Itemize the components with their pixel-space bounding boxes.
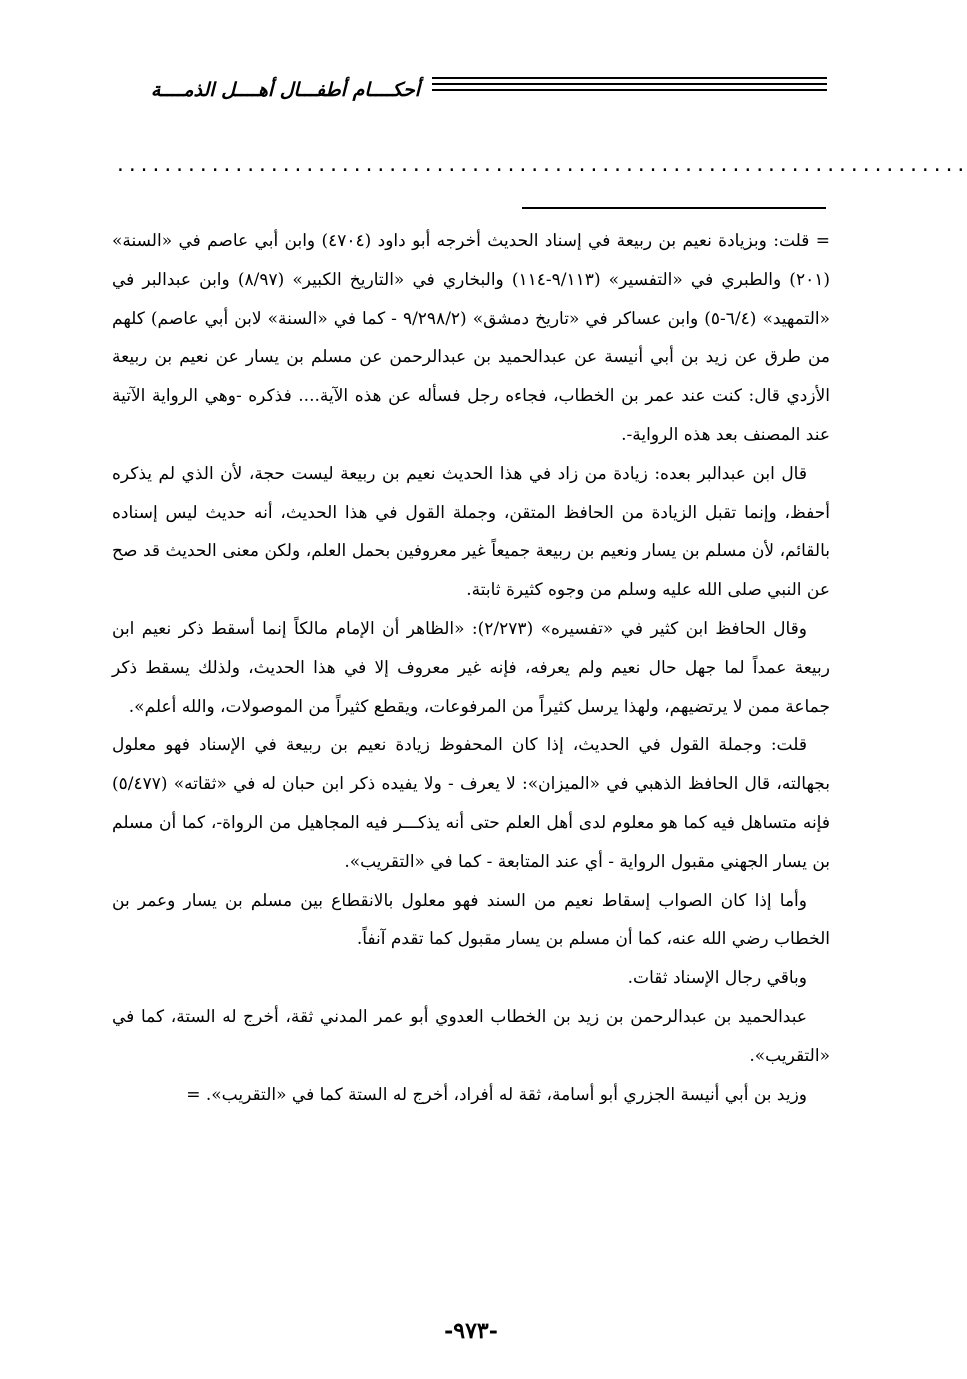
footnote-paragraph-4: قلت: وجملة القول في الحديث، إذا كان المحفوظ زيادة نعيم بن ربيعة في الإسناد فهو معلول بجهالته، قال الحافظ الذهبي في «الميزان»: لا يعرف - ولا يفيده ذكر ابن حبان له في «ثقاته» (٥/٤٧٧) فإنه متساهل فيه كما هو معلوم لدى أهل العلم حتى أنه يذكـــر فيه المجاهيل من الرواة-، كما أن مسلم بن يسار الجهني مقبول الرواية - أي عند المتابعة - كما في «التقريب». bbox=[112, 735, 830, 872]
footnote-rule bbox=[522, 207, 826, 209]
footnote-paragraph-3: وقال الحافظ ابن كثير في «تفسيره» (٢/٢٧٣): «الظاهر أن الإمام مالكاً إنما أسقط ذكر نعيم ابن ربيعة عمداً لما جهل حال نعيم ولم يعرفه، فإنه غير معروف إلا في هذا الحديث، ولذلك يسقط ذكر جماعة ممن لا يرتضيهم، ولهذا يرسل كثيراً من المرفوعات، ويقطع كثيراً من الموصولات، والله أعلم». bbox=[112, 618, 830, 717]
header-rule-middle bbox=[432, 83, 827, 85]
footnote-separator-dots: ........................................................................ bbox=[115, 155, 967, 176]
footnote-body bbox=[112, 222, 830, 1114]
footnote-paragraph-1: = قلت: وبزيادة نعيم بن ربيعة في إسناد الحديث أخرجه أبو داود (٤٧٠٤) وابن أبي عاصم في «السنة» (٢٠١) والطبري في «التفسير» (٩/١١٣-١١٤) والبخاري في «التاريخ الكبير» (٨/٩٧) وابن عبدالبر في «التمهيد» (٦/٤-٥) وابن عساكر في «تاريخ دمشق» (٩/٢٩٨/٢ - كما في «السنة» لابن أبي عاصم) كلهم من طرق عن زيد بن أبي أنيسة عن عبدالحميد بن عبدالرحمن عن مسلم بن يسار عن نعيم بن ربيعة الأزدي قال: كنت عند عمر بن الخطاب، فجاءه رجل فسأله عن هذه الآية.... فذكره -وهي الرواية الآتية عند المصنف بعد هذه الرواية-. bbox=[112, 231, 831, 445]
footnote-paragraph-8: وزيد بن أبي أنيسة الجزري أبو أسامة، ثقة له أفراد، أخرج له الستة كما في «التقريب». = bbox=[186, 1084, 807, 1105]
footnote-paragraph-2: قال ابن عبدالبر بعده: زيادة من زاد في هذا الحديث نعيم بن ربيعة ليست حجة، لأن الذي لم يذكره أحفظ، وإنما تقبل الزيادة من الحافظ المتقن، وجملة القول في هذا الحديث، أنه حديث ليس إسناده بالقائم، لأن مسلم بن يسار ونعيم بن ربيعة جميعاً غير معروفين بحمل العلم، ولكن معنى الحديث قد صح عن النبي صلى الله عليه وسلم من وجوه كثيرة ثابتة. bbox=[112, 463, 830, 601]
footnote-paragraph-7: عبدالحميد بن عبدالرحمن بن زيد بن الخطاب العدوي أبو عمر المدني ثقة، أخرج له الستة، كما في «التقريب». bbox=[112, 1006, 830, 1066]
footnote-paragraph-6: وباقي رجال الإسناد ثقات. bbox=[627, 968, 807, 989]
running-header-title: أحكــــام أطفـــال أهــــل الذمــــة bbox=[150, 79, 420, 101]
page-number: -٩٧٣- bbox=[444, 1318, 498, 1344]
footnote-paragraph-5: وأما إذا كان الصواب إسقاط نعيم من السند فهو معلول بالانقطاع بين مسلم بن يسار وعمر بن الخطاب رضي الله عنه، كما أن مسلم بن يسار مقبول كما تقدم آنفاً. bbox=[112, 890, 830, 950]
header-rule-top bbox=[432, 77, 827, 79]
header-rule-bottom bbox=[432, 89, 827, 91]
